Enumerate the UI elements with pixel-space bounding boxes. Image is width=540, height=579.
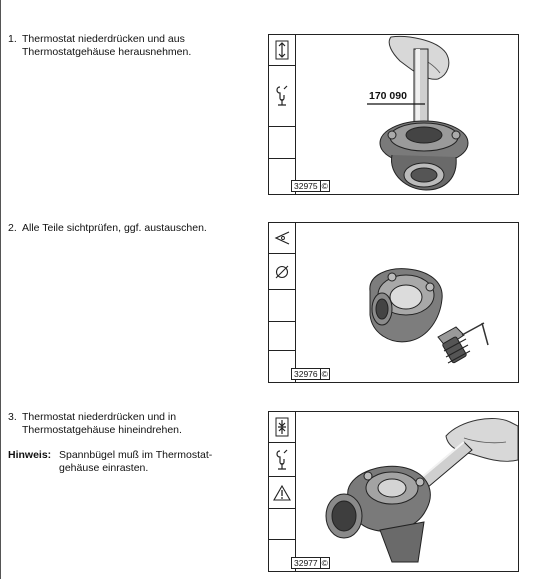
step-number: 2.	[8, 222, 17, 234]
step-text: Thermostat niederdrücken und aus Thermostatgehäuse herausnehmen.	[22, 33, 192, 58]
figure-panel-2	[268, 222, 519, 383]
photo-thermostat-installation	[296, 412, 518, 571]
tool-reference: 170 090	[369, 90, 407, 102]
empty-cell	[269, 509, 295, 540]
press-down-icon	[269, 35, 295, 66]
photo-parts-inspection	[296, 223, 518, 382]
diameter-icon	[269, 254, 295, 290]
figure-panel-1	[268, 34, 519, 195]
copyright-mark: ©	[321, 558, 328, 568]
empty-cell	[269, 127, 295, 159]
symbol-sidebar	[269, 35, 296, 194]
step-number: 3.	[8, 411, 17, 423]
figure-number: 32977	[291, 557, 321, 569]
symbol-sidebar	[269, 412, 296, 571]
hint-label: Hinweis:	[8, 449, 52, 461]
empty-cell	[269, 290, 295, 322]
press-in-icon	[269, 412, 295, 443]
visual-inspection-icon	[269, 223, 295, 254]
hint-text: Spannbügel muß im Thermostat-gehäuse einrasten.	[59, 449, 213, 474]
step-text: Alle Teile sichtprüfen, ggf. austauschen.	[22, 222, 207, 234]
step-number: 1.	[8, 33, 17, 45]
symbol-sidebar	[269, 223, 296, 382]
photo-thermostat-removal	[296, 35, 518, 194]
copyright-mark: ©	[321, 369, 328, 379]
empty-cell	[269, 322, 295, 351]
figure-number: 32976	[291, 368, 321, 380]
figure-caption	[291, 180, 330, 192]
figure-panel-3	[268, 411, 519, 572]
figure-number: 32975	[291, 180, 321, 192]
copyright-mark: ©	[321, 181, 328, 191]
figure-caption	[291, 368, 330, 380]
figure-caption	[291, 557, 330, 569]
warning-icon	[269, 477, 295, 509]
special-tool-icon	[269, 66, 295, 127]
step-text: Thermostat niederdrücken und in Thermostatgehäuse hineindrehen.	[22, 411, 182, 436]
special-tool-icon	[269, 443, 295, 477]
left-margin-line	[0, 0, 1, 579]
